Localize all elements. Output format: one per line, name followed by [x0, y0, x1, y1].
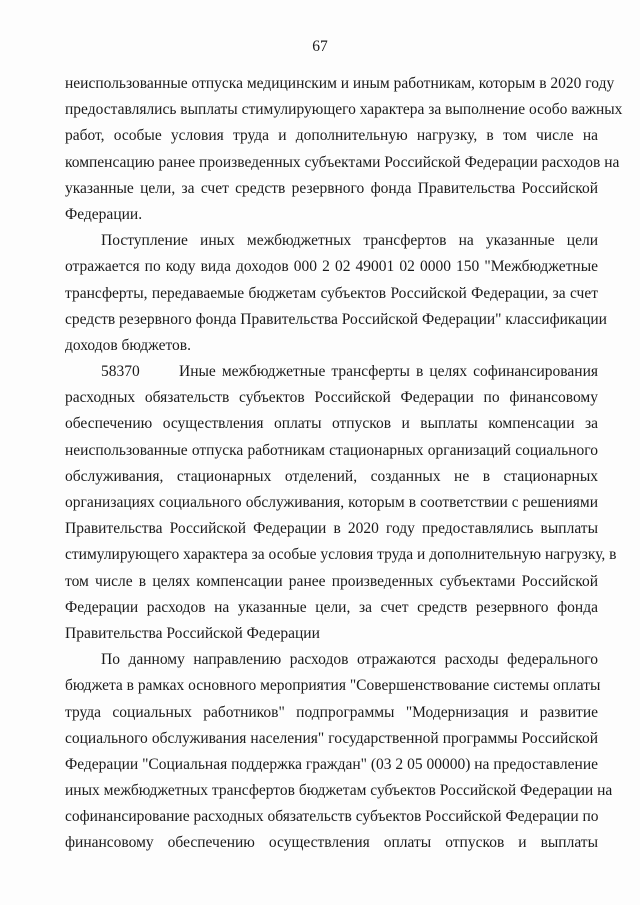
code-description-start: Иные межбюджетные трансферты в целях софинансирования: [179, 363, 598, 381]
text-line: работ, особые условия труда и дополнительную нагрузку, в том числе на: [65, 127, 598, 145]
text-line: стимулирующего характера за особые условия труда и дополнительную нагрузку, в: [65, 546, 617, 564]
paragraph-2: [65, 228, 607, 359]
paragraph-3: [65, 359, 617, 647]
text-line: средств резервного фонда Правительства Российской Федерации" классификации: [65, 310, 607, 328]
text-line: труда социальных работников" подпрограммы "Модернизация и развитие: [65, 703, 598, 721]
text-line: социального обслуживания населения" государственной программы Российской: [65, 729, 598, 747]
text-line: трансферты, передаваемые бюджетам субъектов Российской Федерации, за счет: [65, 284, 598, 302]
page-number: 67: [312, 38, 328, 55]
text-line: организациях социального обслуживания, которым в соответствии с решениями: [65, 494, 598, 511]
text-line: предоставлялись выплаты стимулирующего характера за выполнение особо важных: [65, 101, 623, 119]
text-line: неиспользованные отпуска работникам стационарных организаций социального: [65, 441, 598, 459]
text-line: неиспользованные отпуска медицинским и иным работникам, которым в 2020 году: [65, 75, 615, 92]
text-line: Правительства Российской Федерации в 2020 году предоставлялись выплаты: [65, 520, 598, 538]
text-line: бюджета в рамках основного мероприятия "Совершенствование системы оплаты: [65, 677, 601, 695]
text-line: Поступление иных межбюджетных трансфертов на указанные цели: [101, 232, 598, 250]
text-line: [65, 359, 598, 385]
text-line: том числе в целях компенсации ранее произведенных субъектами Российской: [65, 572, 598, 590]
document-body: [65, 71, 623, 857]
text-line: отражается по коду вида доходов 000 2 02 49001 02 0000 150 "Межбюджетные: [65, 258, 598, 276]
text-line: Федерации.: [65, 205, 143, 223]
text-line: Федерации расходов на указанные цели, за счет средств резервного фонда: [65, 598, 598, 616]
text-line: Федерации "Социальная поддержка граждан" (03 2 05 00000) на предоставление: [65, 755, 598, 773]
text-line: финансовому обеспечению осуществления оплаты отпусков и выплаты: [65, 834, 598, 852]
paragraph-1: [65, 71, 623, 228]
text-line: софинансирование расходных обязательств субъектов Российской Федерации по: [65, 808, 599, 826]
text-line: компенсацию ранее произведенных субъектами Российской Федерации расходов на: [65, 153, 620, 171]
paragraph-4: [65, 647, 613, 857]
text-line: указанные цели, за счет средств резервного фонда Правительства Российской: [65, 179, 598, 197]
text-line: иных межбюджетных трансфертов бюджетам субъектов Российской Федерации на: [65, 782, 613, 800]
text-line: обслуживания, стационарных отделений, созданных не в стационарных: [65, 467, 598, 485]
text-line: обеспечению осуществления оплаты отпусков и выплаты компенсации за: [65, 415, 598, 433]
text-line: По данному направлению расходов отражаются расходы федерального: [101, 651, 598, 669]
text-line: расходных обязательств субъектов Российской Федерации по финансовому: [65, 389, 598, 407]
expense-code: 58370: [101, 363, 140, 381]
text-line: Правительства Российской Федерации: [65, 624, 320, 642]
text-line: доходов бюджетов.: [65, 336, 192, 354]
